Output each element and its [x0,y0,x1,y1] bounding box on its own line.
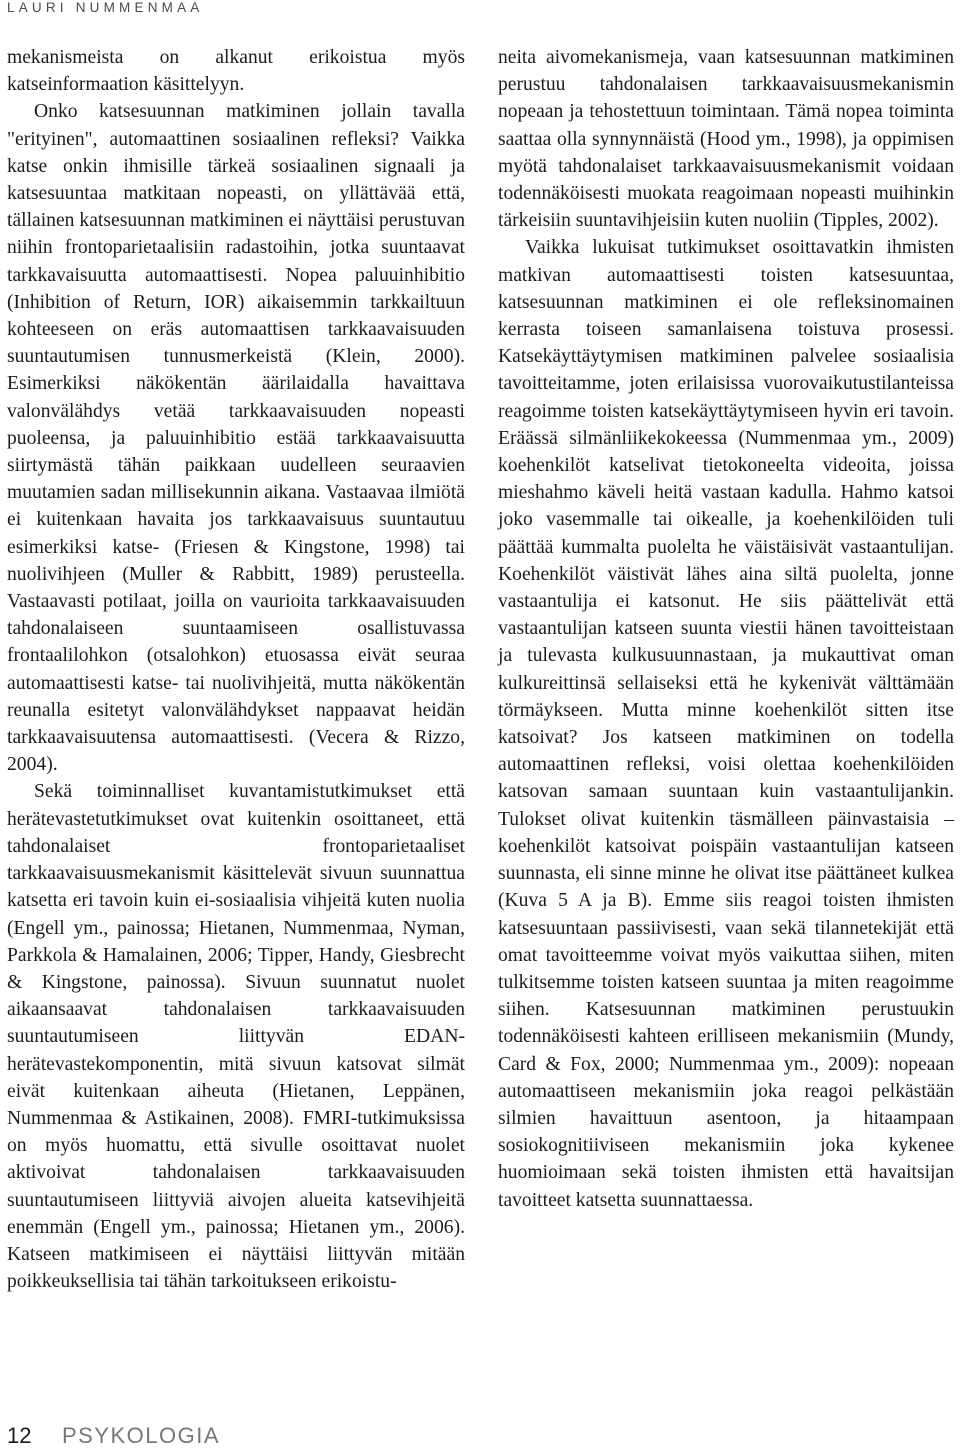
body-paragraph: Sekä toiminnalliset kuvantamistutkimukset että herätevastetutkimukset ovat kuitenkin osoittaneet, että tahdonalaiset frontoparietaaliset tarkkaavaisuusmekanismit käsittelevät sivuun suunnattua katsetta eri tavoin kuin ei-sosiaalisia vihjeitä kuten nuolia (Engell ym., painossa; Hietanen, Nummenmaa, Nyman, Parkkola & Hamalainen, 2006; Tipper, Handy, Giesbrecht & Kingstone, painossa). Sivuun suunnatut nuolet aikaansaavat tahdonalaisen tarkkaavaisuuden suuntautumiseen liittyvän EDAN-herätevastekomponentin, mitä sivuun katsovat silmät eivät kuitenkaan aiheuta (Hietanen, Leppänen, Nummenmaa & Astikainen, 2008). FMRI-tutkimuksissa on myös huomattu, että sivulle osoittavat nuolet aktivoivat tahdonalaisen tarkkaavaisuuden suuntautumiseen liittyviä aivojen alueita katsevihjeitä enemmän (Engell ym., painossa; Hietanen ym., 2006). Katseen matkimiseen ei näyttäisi liittyvän mitään poikkeuksellisia tai tähän tarkoitukseen erikoistu- [7,781,465,1293]
right-column [498,44,954,1214]
body-paragraph: neita aivomekanismeja, vaan katsesuunnan matkiminen perustuu tahdonalaisen tarkkaavaisuusmekanismin nopeaan ja tehostettuun toimintaan. Tämä nopea toiminta saattaa olla synnynnäistä (Hood ym., 1998), ja oppimisen myötä tahdonalaiset tarkkaavaisuusmekanismit voidaan todennäköisesti muokata reagoimaan nopeasti muihinkin tärkeisiin suuntavihjeisiin kuten nuoliin (Tipples, 2002). [498,47,954,232]
page-number: 12 [7,1423,32,1448]
body-paragraph: mekanismeista on alkanut erikoistua myös katseinformaation käsittelyyn. [7,47,465,96]
running-head: LAURI NUMMENMAA [7,0,204,15]
left-column [7,44,465,1295]
body-paragraph: Vaikka lukuisat tutkimukset osoittavatkin ihmisten matkivan automaattisesti toisten katsesuuntaa, katsesuunnan matkiminen ei ole refleksinomainen kerrasta toiseen samanlaisena toistuva prosessi. Katsekäyttäytymisen matkiminen palvelee sosiaalisia tavoitteitamme, joten erilaisissa vuorovaikutustilanteissa reagoimme toisten katsekäyttäytymiseen hyvin eri tavoin. Eräässä silmänliikekokeessa (Nummenmaa ym., 2009) koehenkilöt katselivat tietokoneelta videoita, joissa mieshahmo käveli heitä vastaan kadulla. Hahmo katsoi joko vasemmalle tai oikealle, ja koehenkilöiden tuli päättää kummalta puolelta he väistäisivät vastaantulijan. Koehenkilöt väistivät lähes aina siltä puolelta, jonne vastaantulija ei katsonut. He siis päättelivät että vastaantulijan katseen suunta viestii hänen tavoitteistaan ja tulevasta kulkusuunnastaan, ja mukauttivat oman kulkureittinsä sellaiseksi että he kykenivät välttämään törmäykseen. Mutta minne koehenkilöt sitten itse katsoivat? Jos katseen matkiminen on todella automaattinen refleksi, voisi olettaa koehenkilöiden katsovan samaan suuntaan kuin vastaantulijankin. Tulokset olivat kuitenkin täsmälleen päinvastaisia – koehenkilöt katsoivat poispäin vastaantulijan katseen suunnasta, eli sinne minne he olivat itse päättäneet kulkea (Kuva 5 A ja B). Emme siis reagoi toisten ihmisten katsesuuntaan passiivisesti, vaan sekä tilannetekijät että omat tavoitteemme voivat myös vaikuttaa siihen, miten tulkitsemme toisten katseen suuntaa ja miten reagoimme siihen. Katsesuunnan matkiminen perustuukin todennäköisesti kahteen erilliseen mekanismiin (Mundy, Card & Fox, 2000; Nummenmaa ym., 2009): nopeaan automaattiseen mekanismiin joka reagoi pelkästään silmien havaittuun asentoon, ja hitaampaan sosiokognitiiviseen mekanismiin joka kykenee huomioimaan sekä toisten ihmisten että havaitsijan tavoitteet katsetta suunnattaessa. [498,237,954,1211]
body-paragraph: Onko katsesuunnan matkiminen jollain tavalla "erityinen", automaattinen sosiaalinen refleksi? Vaikka katse onkin ihmisille tärkeä sosiaalinen signaali ja katsesuuntaa matkitaan nopeasti, on yllättävää että, tällainen katsesuunnan matkiminen ei näyttäisi perustuvan niihin frontoparietaalisiin radastoihin, jotka suuntaavat tarkkavaisuutta automaattisesti. Nopea paluuinhibitio (Inhibition of Return, IOR) aikaisemmin tarkkailtuun kohteeseen on eräs automaattisen tarkkaavaisuuden suuntautumisen tunnusmerkeistä (Klein, 2000). Esimerkiksi näkökentän äärilaidalla havaittava valonvälähdys vetää tarkkaavaisuuden nopeasti puoleensa, ja paluuinhibitio estää tarkkaavaisuutta siirtymästä tähän paikkaan uudelleen seuraavien muutamien sadan millisekunnin aikana. Vastaavaa ilmiötä ei kuitenkaan havaita jos tarkkaavaisuus suuntautuu esimerkiksi katse- (Friesen & Kingstone, 1998) tai nuolivihjeen (Muller & Rabbitt, 1989) perusteella. Vastaavasti potilaat, joilla on vaurioita tarkkaavaisuuden tahdonalaiseen suuntaamiseen osallistuvassa frontaalilohkon (otsalohkon) etuosassa eivät seuraa automaattisesti katse- tai nuolivihjeitä, mutta näkökentän reunalla esitetyt valonvälähdykset nappaavat heidän tarkkaavaisuutensa automaattisesti. (Vecera & Rizzo, 2004). [7,101,465,776]
magazine-name: PSYKOLOGIA [61,1423,220,1448]
page-footer [7,1423,220,1449]
